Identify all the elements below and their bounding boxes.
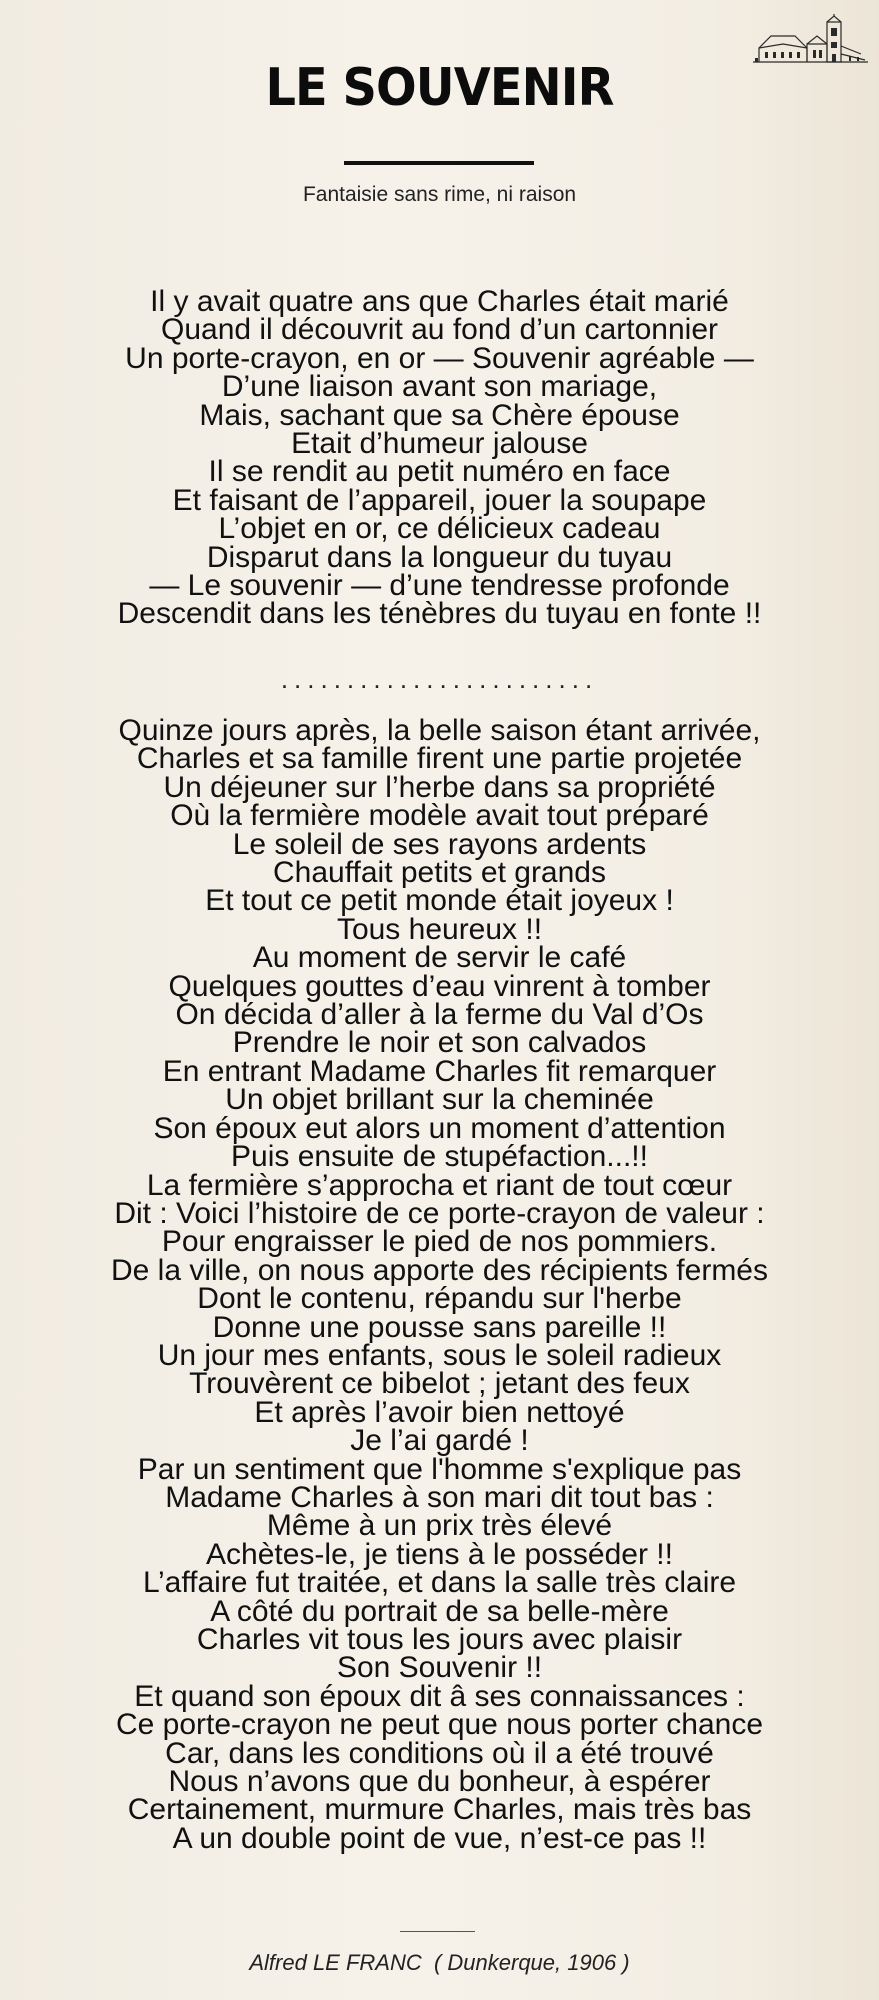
verse-line: Etait d’humeur jalouse [291,427,588,461]
verse-line: Charles et sa famille firent une partie projetée [136,742,743,776]
verse-line: Disparut dans la longueur du tuyau [206,540,673,574]
verse-line: Et tout ce petit monde était joyeux ! [205,884,674,918]
verse-line: Pour engraisser le pied de nos pommiers. [161,1225,718,1259]
verse-line: Où la fermière modèle avait tout préparé [170,799,709,833]
stanza-separator: ........................ [280,664,599,694]
verse-line: Par un sentiment que l'homme s'explique pas [137,1452,742,1486]
verse-line: Quinze jours après, la belle saison étant arrivée, [118,714,761,747]
verse-line: Achètes-le, je tiens à le posséder !! [206,1537,673,1571]
verse-line: Un objet brillant sur la cheminée [225,1083,654,1117]
verse-line: Prendre le noir et son calvados [232,1026,647,1060]
verse-line: Même à un prix très élevé [266,1509,613,1543]
verse-line: Ce porte-crayon ne peut que nous porter chance [115,1708,764,1742]
verse-line: Chauffait petits et grands [273,856,606,890]
verse-line: Tous heureux !! [336,912,543,946]
verse-line: Dont le contenu, répandu sur l'herbe [197,1282,682,1316]
verse-line: A un double point de vue, n’est-ce pas !! [172,1821,707,1855]
verse-line: Certainement, murmure Charles, mais très bas [127,1793,752,1827]
verse-line: L’affaire fut traitée, et dans la salle très claire [142,1566,737,1600]
verse-line: La fermière s’approcha et riant de tout cœur [146,1168,733,1202]
verse-line: Descendit dans les ténèbres du tuyau en fonte !! [117,597,762,631]
verse-line: Mais, sachant que sa Chère épouse [199,398,680,432]
verse-line: Puis ensuite de stupéfaction...!! [231,1140,648,1174]
verse-line: L’objet en or, ce délicieux cadeau [218,512,661,546]
verse-line: Dit : Voici l’histoire de ce porte-crayon de valeur : [114,1196,765,1230]
verse-line: De la ville, on nous apporte des récipients fermés [110,1253,768,1287]
poem-title: LE SOUVENIR [265,58,614,118]
verse-line: Un déjeuner sur l’herbe dans sa propriété [163,770,716,804]
verse-line: Quand il découvrit au fond d’un cartonnier [160,313,719,347]
verse-line: Un porte-crayon, en or — Souvenir agréable — [125,341,754,375]
verse-line: Et faisant de l’appareil, jouer la soupape [172,483,707,517]
verse-line: Trouvèrent ce bibelot ; jetant des feux [189,1367,690,1401]
verse-line: — Le souvenir — d’une tendresse profonde [149,569,730,603]
verse-line: Son Souvenir !! [336,1651,543,1685]
verse-line: Donne une pousse sans pareille !! [212,1310,667,1344]
verse-line: Un jour mes enfants, sous le soleil radieux [157,1338,722,1372]
author-signature: Alfred LE FRANC ( Dunkerque, 1906 ) [249,1950,630,1975]
verse-line: D’une liaison avant son mariage, [221,370,658,404]
verse-line: Car, dans les conditions où il a été trouvé [165,1736,714,1770]
verse-line: Quelques gouttes d’eau vinrent à tomber [168,969,711,1003]
signature-divider [400,1931,475,1932]
stanza-2 [0,714,879,1855]
verse-line: Nous n’avons que du bonheur, à espérer [168,1765,711,1799]
verse-line: Je l’ai gardé ! [350,1424,529,1458]
verse-line: Il se rendit au petit numéro en face [208,455,671,489]
verse-line: Le soleil de ses rayons ardents [232,827,647,861]
verse-line: Et après l’avoir bien nettoyé [254,1395,625,1429]
verse-line: On décida d’aller à la ferme du Val d’Os [175,998,704,1032]
verse-line: Madame Charles à son mari dit tout bas : [165,1480,714,1514]
poem-subtitle: Fantaisie sans rime, ni raison [302,183,577,206]
stanza-1 [0,285,879,631]
verse-line: Son époux eut alors un moment d’attention [153,1111,726,1145]
verse-line: Charles vit tous les jours avec plaisir [196,1623,683,1656]
verse-line: A côté du portrait de sa belle-mère [210,1594,669,1628]
verse-line: Et quand son époux dit â ses connaissances : [134,1679,745,1713]
verse-line: Il y avait quatre ans que Charles était marié [150,285,729,318]
title-underline [344,161,534,165]
verse-line: En entrant Madame Charles fit remarquer [162,1054,717,1088]
verse-line: Au moment de servir le café [252,941,627,975]
